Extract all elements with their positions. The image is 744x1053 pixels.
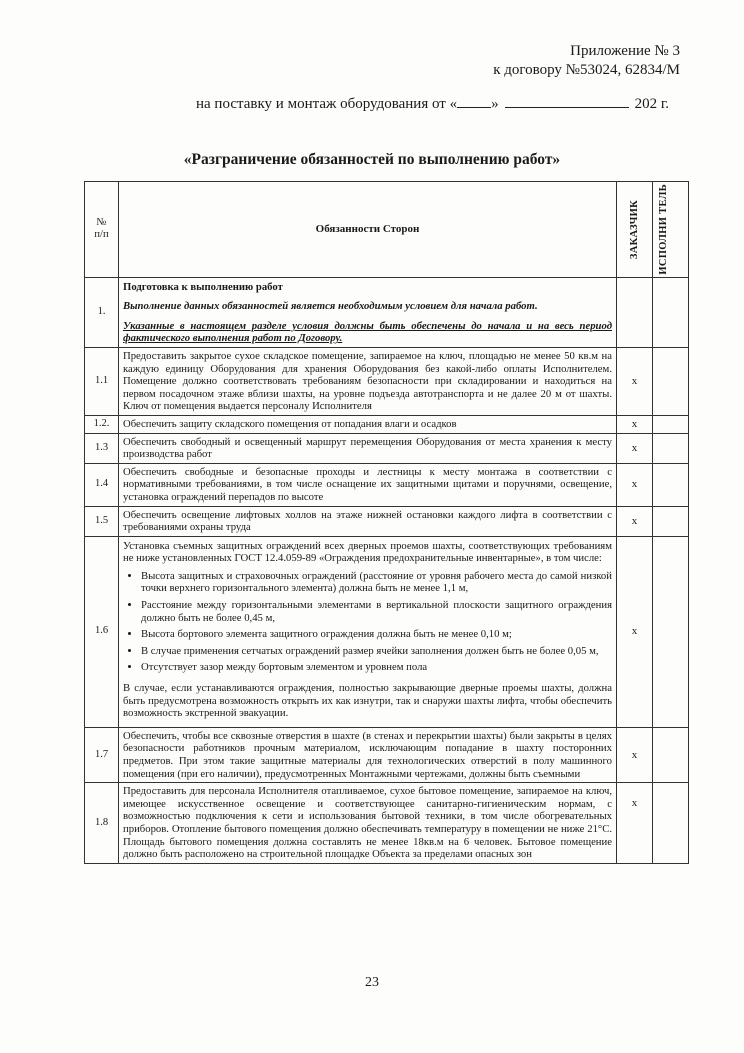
table-row — [85, 727, 689, 782]
list-item: • Высота бортового элемента защитного ограждения должна быть не менее 0,10 м; — [141, 628, 612, 641]
row-text: Обеспечить защиту складского помещения от попадания влаги и осадков — [119, 415, 617, 433]
row-text: Предоставить для персонала Исполнителя отапливаемое, сухое бытовое помещение, запираемое на ключ, имеющее искусственное освещение и соответствующее санитарно-гигиеническим нормам, с возможностью подключения к сети и использования бытовой техники, в том числе обогревательных приборов. Отопление бытового помещения должно обеспечивать температуру в помещении не ниже 21°С. Площадь бытового помещения должна составлять не менее 18кв.м на 6 человек. Бытовое помещение должно быть расположено на строительной площадке Объекта за пределами опасных зон — [119, 783, 617, 864]
row-number: 1.3 — [85, 433, 119, 463]
customer-mark: х — [617, 347, 653, 415]
table-row — [85, 506, 689, 536]
row-number: 1.1 — [85, 347, 119, 415]
contractor-cell — [653, 783, 689, 864]
customer-mark: х — [617, 783, 653, 864]
contractor-cell — [653, 347, 689, 415]
duties-table — [84, 181, 689, 864]
date-day-blank — [457, 107, 491, 108]
list-item: • Расстояние между горизонтальными элементами в вертикальной плоскости защитного ограждения должно быть не более 0,45 м, — [141, 599, 612, 624]
header-number: № п/п — [85, 182, 119, 278]
customer-mark: х — [617, 415, 653, 433]
header-duties: Обязанности Сторон — [119, 182, 617, 278]
supply-prefix: на поставку и монтаж оборудования от « — [196, 96, 458, 112]
contractor-cell — [653, 536, 689, 727]
document-title: «Разграничение обязанностей по выполнению работ» — [183, 151, 561, 168]
row-number: 1.2. — [85, 415, 119, 433]
customer-mark: х — [617, 463, 653, 506]
row-text: Обеспечить свободный и освещенный маршрут перемещения Оборудования от места хранения к месту производства работ — [119, 433, 617, 463]
contractor-cell — [653, 463, 689, 506]
list-item: • Отсутствует зазор между бортовым элементом и уровнем пола — [141, 661, 612, 674]
customer-mark: х — [617, 506, 653, 536]
section-note-2: Указанные в настоящем разделе условия должны быть обеспечены до начала и на весь период фактического выполнения работ по Договору. — [123, 319, 612, 345]
table-row — [85, 783, 689, 864]
contractor-cell — [653, 727, 689, 782]
contractor-cell — [653, 277, 689, 347]
table-row — [85, 433, 689, 463]
table-header-row — [85, 182, 689, 278]
supply-year: 202 г. — [634, 96, 670, 112]
table-row — [85, 463, 689, 506]
contractor-cell — [653, 433, 689, 463]
customer-mark: х — [617, 433, 653, 463]
table-row — [85, 347, 689, 415]
table-row — [85, 415, 689, 433]
date-month-blank — [505, 107, 629, 108]
row-outro: В случае, если устанавливаются ограждения, полностью закрывающие дверные проемы шахты, должна быть предусмотрена возможность открыть их как изнутри, так и снаружи шахты лифта, чтобы обеспечить возможность экстренной эвакуации. — [123, 682, 612, 720]
row-text: Обеспечить, чтобы все сквозные отверстия в шахте (в стенах и перекрытии шахты) были закрыты в целях безопасности работников прочным материалом, исключающим попадание в шахту посторонних предметов. При этом такие защитные материалы для технологических отверстий в полу машинного помещения (при его наличии), предусмотренных Монтажными чертежами, должны быть съемными — [119, 727, 617, 782]
row-text: Предоставить закрытое сухое складское помещение, запираемое на ключ, площадью не менее 50 кв.м на каждую единицу Оборудования для хранения Оборудования без какой-либо оплаты Исполнителем. Помещение должно соответствовать требованиям безопасности при складировании и находиться на первом посадочном этаже вблизи шахты, на уровне подъезда автотранспорта и не далее 20 м от шахты. Ключ от помещения выдается персоналу Исполнителя — [119, 347, 617, 415]
list-item: • В случае применения сетчатых ограждений размер ячейки заполнения должен быть не более 0,05 м, — [141, 645, 612, 658]
table-row — [85, 536, 689, 727]
list-item: • Высота защитных и страховочных ограждений (расстояние от уровня рабочего места до самой низкой точки верхнего горизонтального элемента) должна быть не менее 1,1 м, — [141, 570, 612, 595]
customer-mark: х — [617, 727, 653, 782]
contractor-cell — [653, 415, 689, 433]
appendix-number: Приложение № 3 — [570, 43, 680, 59]
row-intro: Установка съемных защитных ограждений всех дверных проемов шахты, соответствующих требованиям не ниже установленных ГОСТ 12.4.059-89 «Ограждения предохранительные инвентарные», в том числе: — [123, 539, 612, 565]
supply-mid: » — [491, 96, 499, 112]
appendix-reference — [280, 42, 680, 80]
row-number: 1.8 — [85, 783, 119, 864]
row-number: 1.5 — [85, 506, 119, 536]
row-number: 1.6 — [85, 536, 119, 727]
row-text — [119, 536, 617, 727]
section-row — [85, 277, 689, 347]
row-number: 1.4 — [85, 463, 119, 506]
customer-mark: х — [617, 536, 653, 727]
header-contractor-label: ИСПОЛНИ ТЕЛЬ — [657, 184, 669, 275]
requirements-list — [123, 570, 612, 674]
header-customer-label: ЗАКАЗЧИК — [628, 199, 640, 259]
header-contractor — [653, 182, 689, 278]
section-content — [119, 277, 617, 347]
contractor-cell — [653, 506, 689, 536]
row-number: 1.7 — [85, 727, 119, 782]
row-text: Обеспечить освещение лифтовых холлов на этаже нижней остановки каждого лифта в соответствии с требованиями охраны труда — [119, 506, 617, 536]
section-note-1: Выполнение данных обязанностей является необходимым условием для начала работ. — [123, 300, 538, 313]
contract-reference: к договору №53024, 62834/М — [493, 62, 680, 78]
customer-cell — [617, 277, 653, 347]
supply-line — [196, 96, 669, 113]
section-title: Подготовка к выполнению работ — [123, 280, 283, 293]
row-text: Обеспечить свободные и безопасные проходы и лестницы к месту монтажа в соответствии с нормативными требованиями, в том числе оснащение их защитными щитами и поручнями, освещение, установка ограждений перепадов по высоте — [119, 463, 617, 506]
page-number: 23 — [365, 975, 379, 990]
header-customer — [617, 182, 653, 278]
row-number: 1. — [85, 277, 119, 347]
